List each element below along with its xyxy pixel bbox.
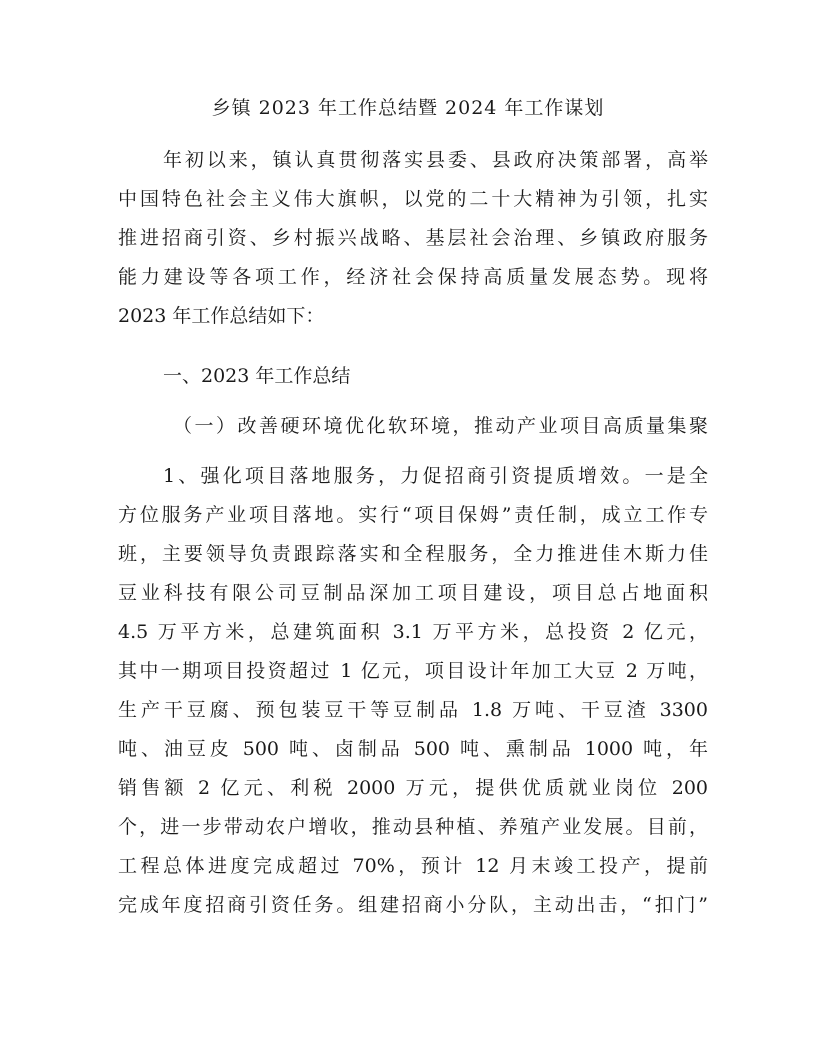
item-line-11: 工程总体进度完成超过 70%，预计 12 月末竣工投产，提前 — [118, 855, 708, 877]
intro-line-5: 2023 年工作总结如下： — [118, 305, 325, 327]
section-heading: 一、2023 年工作总结 — [163, 365, 351, 387]
intro-line-1: 年初以来，镇认真贯彻落实县委、县政府决策部署，高举 — [163, 149, 708, 171]
document-title: 乡镇 2023 年工作总结暨 2024 年工作谋划 — [211, 97, 605, 119]
item-line-12: 完成年度招商引资任务。组建招商小分队，主动出击，“扣门” — [118, 894, 708, 916]
item-line-7: 生产干豆腐、预包装豆干等豆制品 1.8 万吨、干豆渣 3300 — [118, 699, 708, 721]
item-line-9: 销售额 2 亿元、利税 2000 万元，提供优质就业岗位 200 — [118, 777, 708, 799]
item-line-10: 个，进一步带动农户增收，推动县种植、养殖产业发展。目前， — [118, 816, 708, 838]
item-line-4: 豆业科技有限公司豆制品深加工项目建设，项目总占地面积 — [118, 582, 708, 604]
intro-line-4: 能力建设等各项工作，经济社会保持高质量发展态势。现将 — [118, 266, 708, 288]
subsection-heading: （一）改善硬环境优化软环境，推动产业项目高质量集聚 — [173, 415, 708, 437]
intro-line-3: 推进招商引资、乡村振兴战略、基层社会治理、乡镇政府服务 — [118, 227, 708, 249]
item-line-3: 班，主要领导负责跟踪落实和全程服务，全力推进佳木斯力佳 — [118, 543, 708, 565]
item-line-5: 4.5 万平方米，总建筑面积 3.1 万平方米，总投资 2 亿元， — [118, 621, 708, 643]
item-line-6: 其中一期项目投资超过 1 亿元，项目设计年加工大豆 2 万吨， — [118, 660, 708, 682]
item-line-1: 1、强化项目落地服务，力促招商引资提质增效。一是全 — [163, 465, 708, 487]
item-line-2: 方位服务产业项目落地。实行“项目保姆”责任制，成立工作专 — [118, 504, 708, 526]
item-line-8: 吨、油豆皮 500 吨、卤制品 500 吨、熏制品 1000 吨，年 — [118, 738, 708, 760]
intro-line-2: 中国特色社会主义伟大旗帜，以党的二十大精神为引领，扎实 — [118, 188, 708, 210]
